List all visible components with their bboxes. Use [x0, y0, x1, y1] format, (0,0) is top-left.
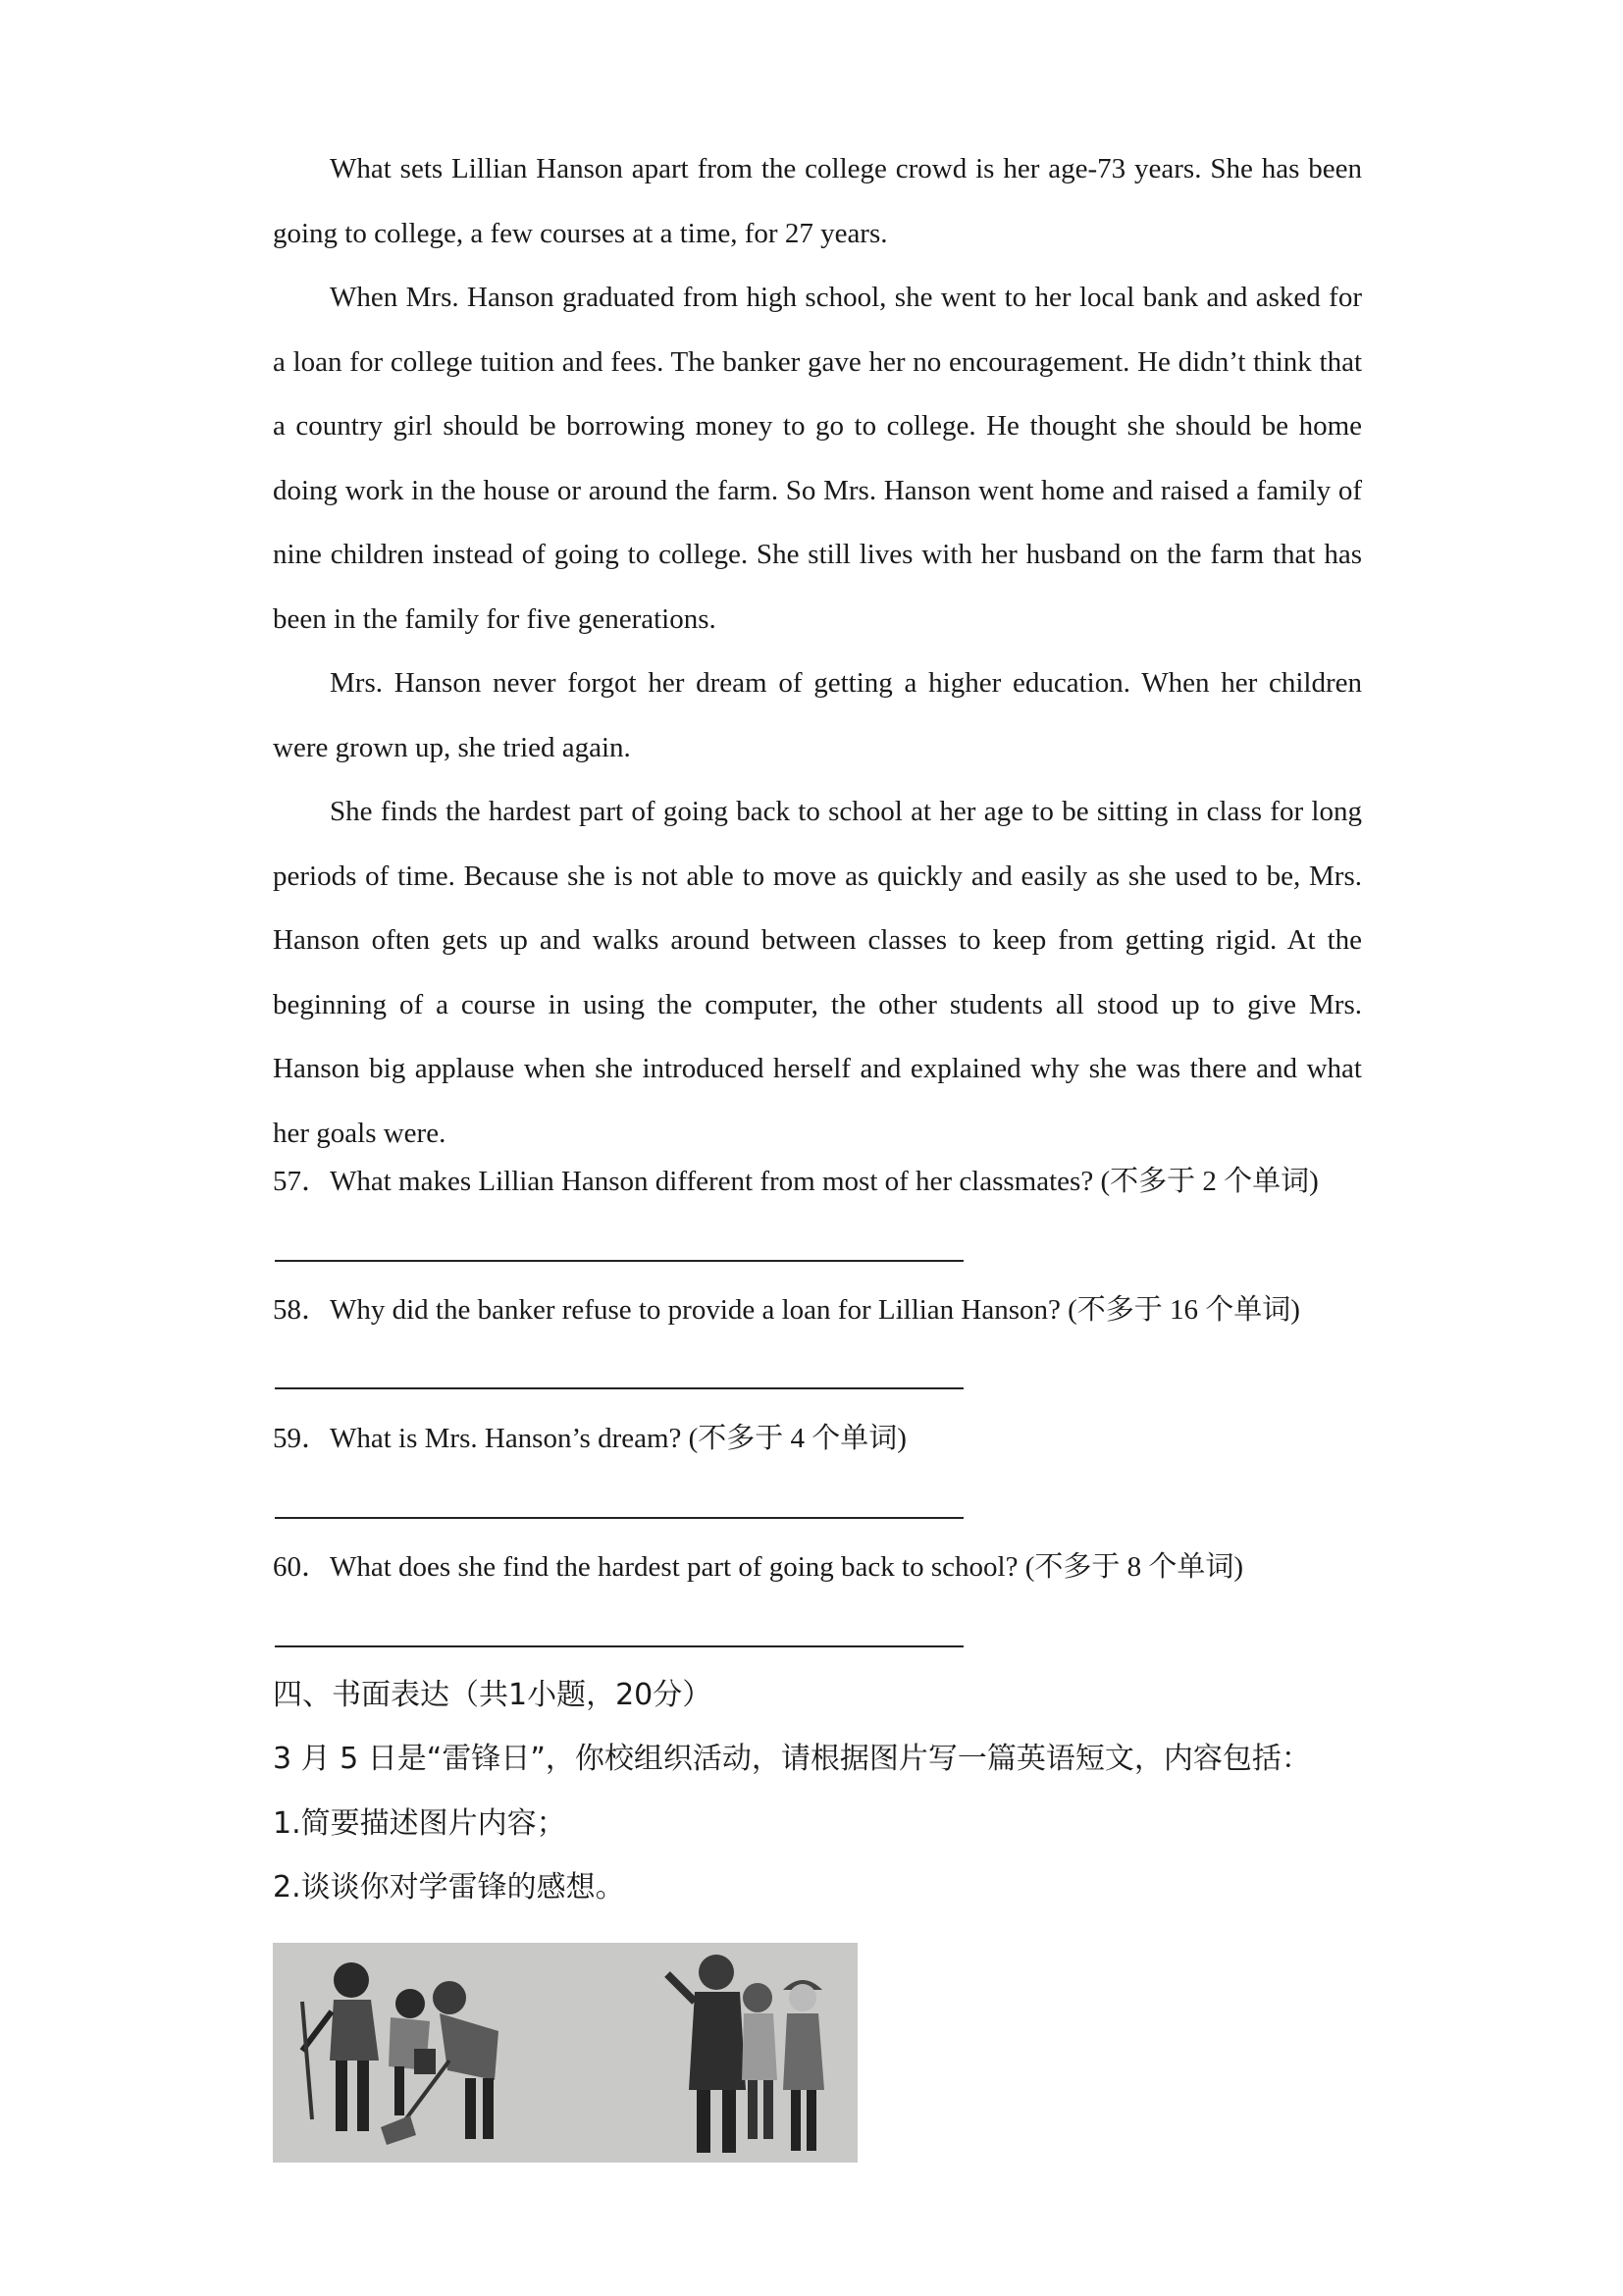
answer-line-59[interactable] — [275, 1517, 964, 1519]
answer-line-57[interactable] — [275, 1260, 964, 1262]
writing-section-heading: 四、书面表达（共1小题，20分） — [273, 1678, 712, 1712]
passage-paragraph-3: Mrs. Hanson never forgot her dream of getting a higher education. When her children were grown up, she tried again. — [273, 667, 1362, 763]
lei-feng-illustration — [273, 1943, 858, 2163]
passage-paragraph-4: She finds the hardest part of going back to school at her age to be sitting in class for long periods of time. Because she is not able to move as quickly and easily as she used to be, Mrs. Hanson often gets up and walks around between classes to keep from getting rigid. At the beginning of a course in using the computer, the other students all stood up to give Mrs. Hanson big applause when she introduced herself and explained why she was there and what her goals were. — [273, 796, 1362, 1149]
question-58: 58．Why did the banker refuse to provide a loan for Lillian Hanson? (不多于 16 个单词) — [273, 1294, 1300, 1326]
question-59: 59．What is Mrs. Hanson’s dream? (不多于 4 个单词) — [273, 1423, 907, 1454]
question-60: 60．What does she find the hardest part of going back to school? (不多于 8 个单词) — [273, 1551, 1244, 1583]
writing-point-1: 1.简要描述图片内容； — [273, 1806, 566, 1841]
writing-point-2: 2.谈谈你对学雷锋的感想。 — [273, 1870, 625, 1905]
writing-prompt: 3 月 5 日是“雷锋日”，你校组织活动，请根据图片写一篇英语短文，内容包括： — [273, 1742, 1311, 1776]
passage-paragraph-2: When Mrs. Hanson graduated from high school, she went to her local bank and asked for a loan for college tuition and fees. The banker gave her no encouragement. He didn’t think that a country girl should be borrowing money to go to college. He thought she should be home doing work in the house or around the farm. So Mrs. Hanson went home and raised a family of nine children instead of going to college. She still lives with her husband on the farm that has been in the family for five generations. — [273, 282, 1362, 635]
question-57: 57．What makes Lillian Hanson different from most of her classmates? (不多于 2 个单词) — [273, 1166, 1319, 1197]
answer-line-60[interactable] — [275, 1645, 964, 1647]
passage-paragraph-1: What sets Lillian Hanson apart from the college crowd is her age-73 years. She has been going to college, a few courses at a time, for 27 years. — [273, 153, 1362, 249]
answer-line-58[interactable] — [275, 1387, 964, 1389]
